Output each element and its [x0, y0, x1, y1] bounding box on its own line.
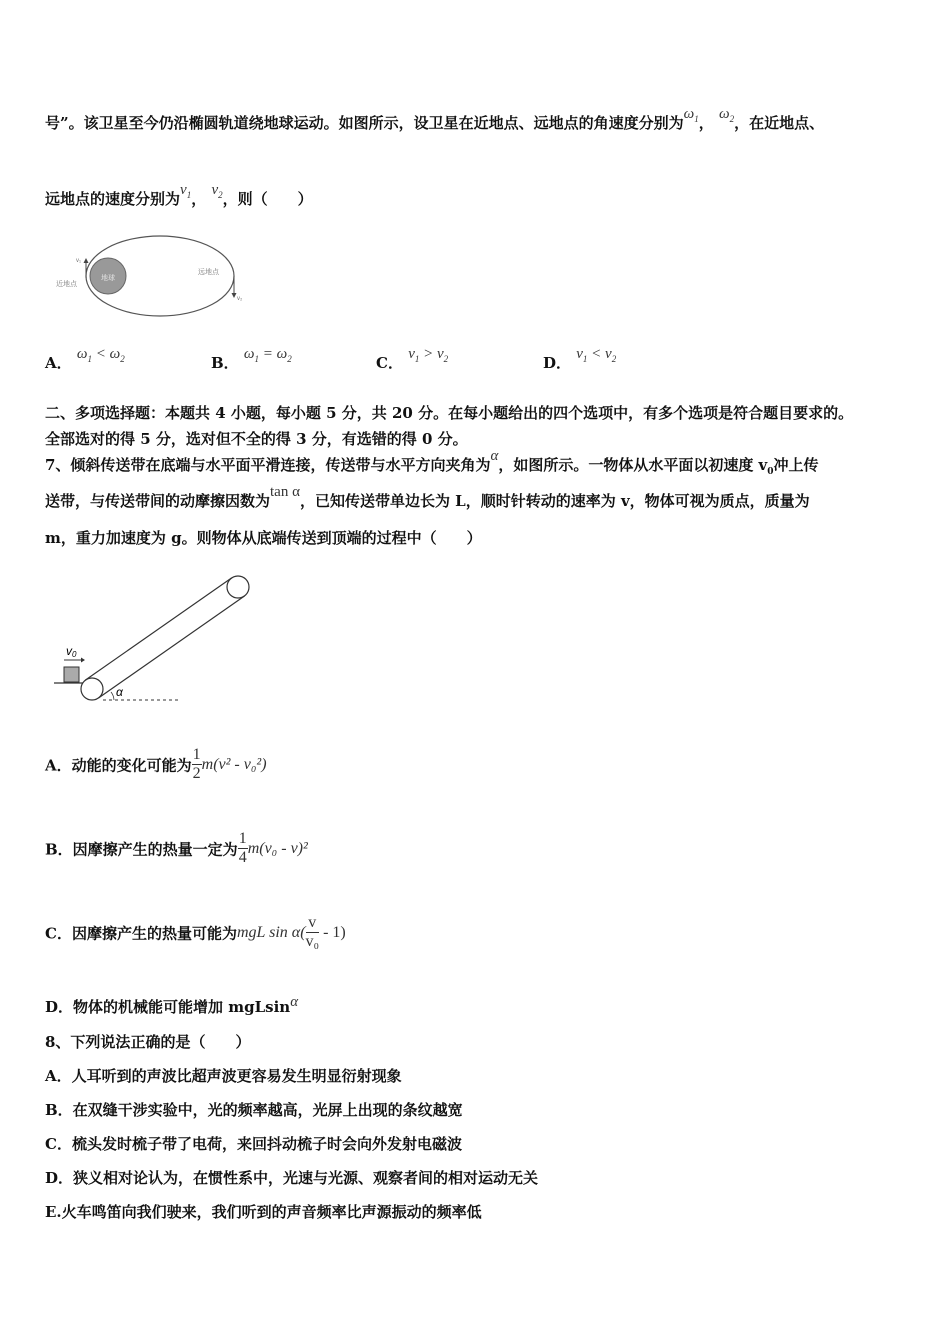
- angle-arc: [111, 692, 114, 700]
- q8-option-d[interactable]: D．狭义相对论认为，在惯性系中，光速与光源、观察者间的相对运动无关: [45, 1169, 539, 1187]
- option-c-expr-post: - 1): [319, 923, 346, 941]
- option-c-expr: $v_1 > v_2$: [408, 346, 449, 364]
- q7-option-a[interactable]: [45, 746, 267, 784]
- v2-label: v₂: [237, 296, 243, 302]
- q6-line1-text: 号”。该卫星至今仍沿椭圆轨道绕地球运动。如图所示，设卫星在近地点、远地点的角速度分别为: [45, 114, 684, 132]
- v0-label: v0: [66, 644, 77, 659]
- q7-line1-a: 7、倾斜传送带在底端与水平面平滑连接，传送带与水平方向夹角为: [45, 456, 491, 474]
- tan-alpha: tan α: [270, 484, 300, 500]
- comma: ，: [191, 190, 207, 208]
- q6-option-b[interactable]: [211, 346, 292, 374]
- q7-line1: 7、倾斜传送带在底端与水平面平滑连接，传送带与水平方向夹角为α，如图所示。一物体从水平面以初速度 $v_0$冲上传: [45, 448, 819, 477]
- q8-option-a[interactable]: A．人耳听到的声波比超声波更容易发生明显衍射现象: [45, 1067, 402, 1085]
- option-a-text: A．动能的变化可能为: [45, 756, 192, 775]
- v2-arrowhead: [232, 293, 237, 298]
- q6-line1-tail: ，在近地点、: [734, 114, 825, 132]
- option-d-text: D．物体的机械能可能增加 mgLsin: [45, 998, 291, 1016]
- q6-line2-tail: ，则（ ）: [222, 190, 313, 208]
- q6-option-c[interactable]: [376, 346, 449, 374]
- q6-line2-text: 远地点的速度分别为: [45, 190, 181, 208]
- alpha-label: α: [116, 685, 123, 699]
- q8-option-e[interactable]: E.火车鸣笛向我们驶来，我们听到的声音频率比声源振动的频率低: [45, 1203, 482, 1221]
- option-b-text: B．因摩擦产生的热量一定为: [45, 840, 238, 859]
- option-a-expr: $\omega_1 < \omega_2$: [76, 346, 125, 364]
- q7-line3: m，重力加速度为 g。则物体从底端传送到顶端的过程中（ ）: [45, 529, 482, 547]
- v1-label: v₁: [76, 258, 82, 264]
- q7-option-d[interactable]: [45, 996, 298, 1017]
- q7-line2: [45, 484, 810, 511]
- orbit-figure: [50, 232, 243, 322]
- option-b-label: B．: [211, 354, 239, 372]
- fraction-v-over-v0: $\frac{v}{\text{v₀}}$: [305, 914, 320, 951]
- block: [64, 667, 79, 682]
- comma: ，: [698, 114, 714, 132]
- q6-option-d[interactable]: [543, 346, 617, 374]
- option-d-alpha: α: [290, 994, 299, 1010]
- option-b-expr: $\omega_1 = \omega_2$: [243, 346, 292, 364]
- option-b-expr: m(v₀ - v)²: [247, 839, 308, 857]
- v0-arrowhead: [81, 658, 85, 663]
- q7-line1-c: 冲上传: [773, 456, 819, 474]
- q7-option-b[interactable]: [45, 830, 308, 868]
- option-c-text: C．因摩擦产生的热量可能为: [45, 924, 237, 943]
- option-d-label: D．: [543, 354, 572, 372]
- earth-label: 地球: [101, 275, 115, 282]
- q7-line1-b: ，如图所示。一物体从水平面以初速度 v: [498, 456, 768, 474]
- option-d-expr: $v_1 < v_2$: [576, 346, 617, 364]
- fraction-half: $\frac{1}{2}$: [192, 746, 201, 783]
- q8-option-c[interactable]: C．梳头发时梳子带了电荷，来回抖动梳子时会向外发射电磁波: [45, 1135, 462, 1153]
- omega2-symbol: $\omega_2$: [718, 106, 735, 124]
- option-c-label: C．: [376, 354, 403, 372]
- q7-option-c[interactable]: [45, 914, 346, 952]
- q8-option-b[interactable]: B．在双缝干涉实验中，光的频率越高，光屏上出现的条纹越宽: [45, 1101, 463, 1119]
- far-point-label: 远地点: [198, 269, 219, 276]
- section2-line1: 二、多项选择题：本题共 4 小题，每小题 5 分，共 20 分。在每小题给出的四个选项中，有多个选项是符合题目要求的。: [45, 404, 854, 422]
- fraction-quarter: $\frac{1}{4}$: [238, 830, 247, 867]
- section2-line2: 全部选对的得 5 分，选对但不全的得 3 分，有选错的得 0 分。: [45, 430, 468, 448]
- q7-line2-b: ，已知传送带单边长为 L，顺时针转动的速率为 v，物体可视为质点，质量为: [299, 492, 810, 510]
- alpha-symbol: α: [490, 448, 499, 464]
- q7-line2-a: 送带，与传送带间的动摩擦因数为: [45, 492, 271, 510]
- option-c-expr-pre: mgL sin α(: [236, 923, 306, 941]
- q6-option-a[interactable]: [45, 346, 125, 374]
- v2-symbol: $v_2$: [211, 182, 223, 200]
- near-point-label: 近地点: [56, 281, 77, 288]
- option-a-label: A．: [45, 354, 72, 372]
- belt-upper: [86, 578, 232, 680]
- v1-symbol: $v_1$: [180, 182, 192, 200]
- omega1-symbol: $\omega_1$: [683, 106, 699, 124]
- option-a-expr: m(v² - v₀²): [201, 755, 267, 773]
- conveyor-figure: [50, 570, 260, 710]
- belt-lower: [99, 596, 245, 698]
- q6-line2: [45, 182, 313, 210]
- q6-line1: [45, 106, 825, 134]
- v1-arrowhead: [84, 258, 89, 263]
- q8-stem: 8、下列说法正确的是（ ）: [45, 1033, 251, 1051]
